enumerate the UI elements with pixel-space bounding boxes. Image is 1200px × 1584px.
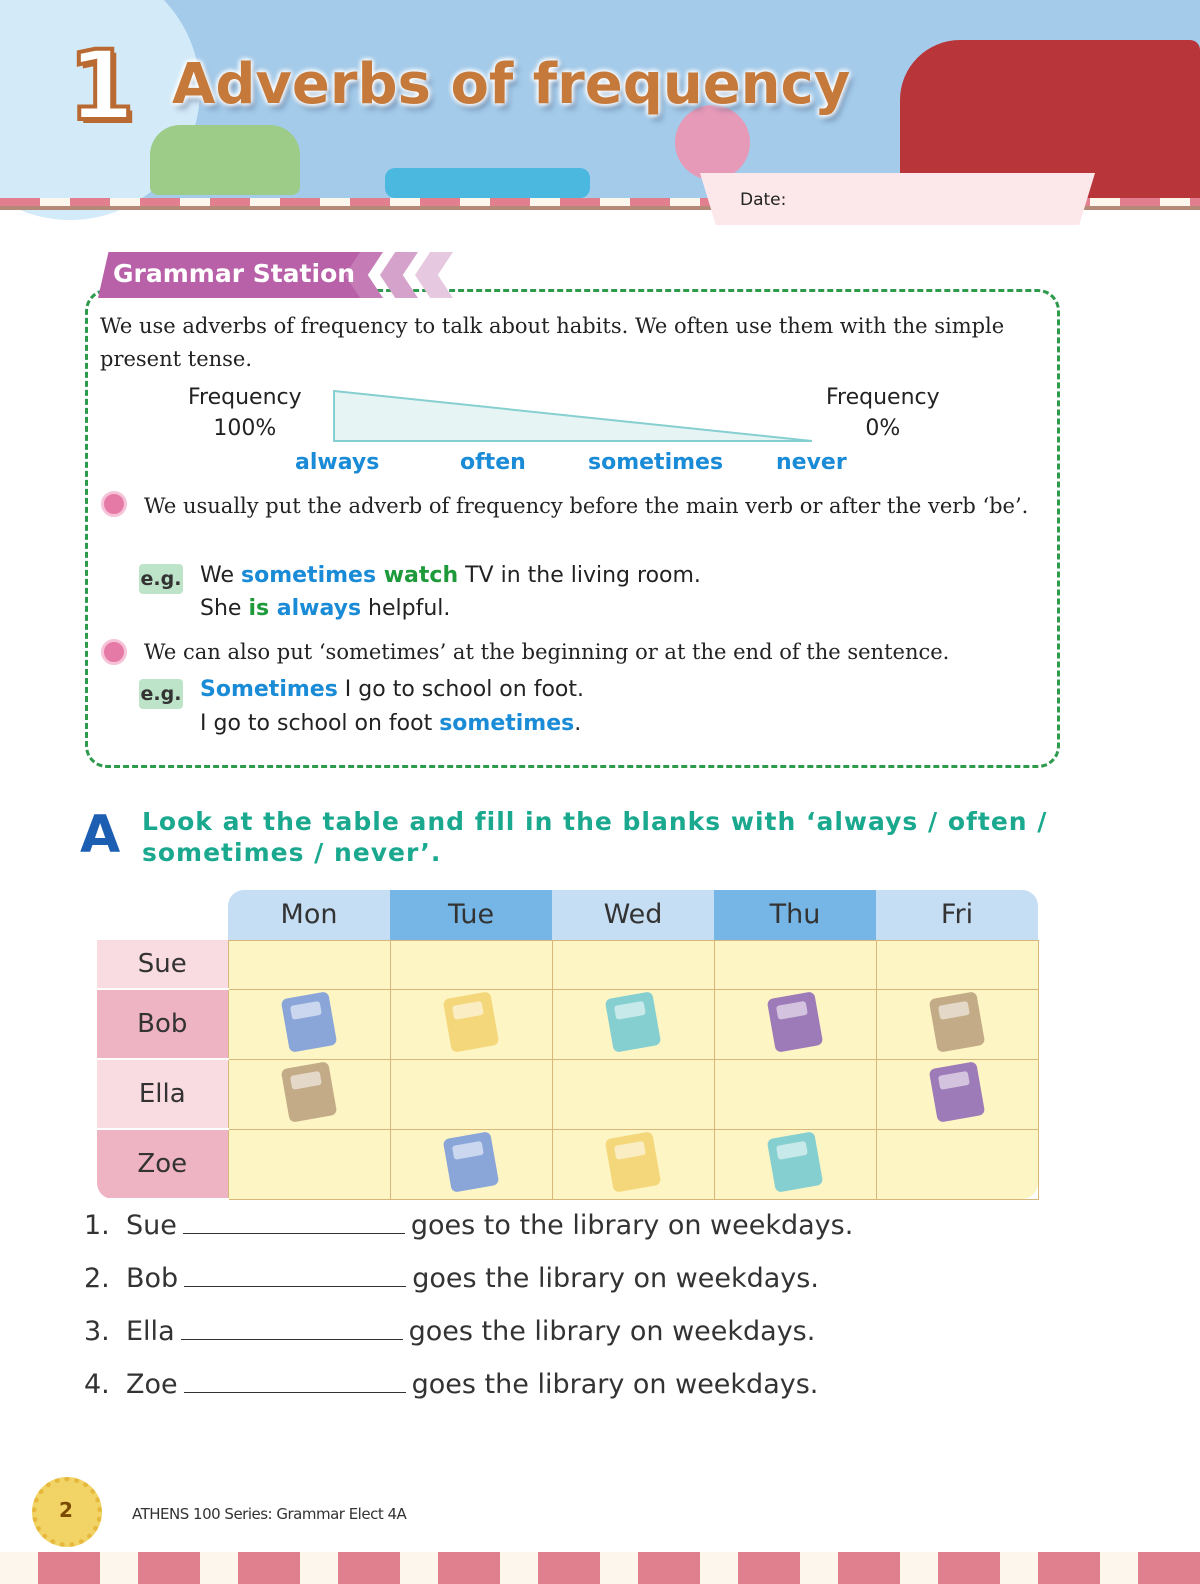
question-item [84, 1210, 853, 1241]
table-row [97, 1129, 1038, 1199]
day-cell [228, 940, 390, 989]
example-4 [200, 711, 581, 736]
question-rest: goes to the library on weekdays. [410, 1210, 854, 1241]
text: I go to school on foot. [337, 677, 584, 702]
corner-cell [97, 890, 228, 940]
day-cell [390, 940, 552, 989]
question-number: 1. [84, 1210, 110, 1241]
intro-text: We use adverbs of frequency to talk about habits. We often use them with the simple present tense. [100, 314, 1005, 371]
scale-often: often [460, 450, 526, 475]
table-row [97, 989, 1038, 1059]
day-cell [876, 989, 1038, 1059]
book-icon [443, 1131, 500, 1193]
question-rest: goes the library on weekdays. [412, 1263, 819, 1294]
scale-always: always [295, 450, 380, 475]
book-icon [605, 1131, 662, 1193]
answer-blank[interactable] [184, 1265, 406, 1287]
verb: watch [376, 563, 459, 588]
label: Frequency [826, 385, 940, 410]
text: TV in the living room. [458, 563, 701, 588]
eg-badge: e.g. [139, 679, 183, 709]
adverb: sometimes [439, 711, 575, 736]
day-cell [714, 1059, 876, 1129]
text: We [200, 563, 241, 588]
frequency-0-label [826, 382, 940, 444]
question-rest: goes the library on weekdays. [411, 1369, 819, 1400]
day-cell [552, 1129, 714, 1199]
day-cell [552, 940, 714, 989]
race-car-illustration [150, 125, 300, 195]
scale-never: never [776, 450, 847, 475]
footer-stripe [0, 1552, 1200, 1584]
day-header-wed: Wed [552, 890, 714, 940]
adverb: Sometimes [200, 677, 338, 702]
question-rest: goes the library on weekdays. [408, 1316, 816, 1347]
answer-blank[interactable] [183, 1212, 405, 1234]
text: I go to school on foot [200, 711, 440, 736]
section-instruction: Look at the table and fill in the blanks with ‘always / often / sometimes / never’. [142, 807, 1048, 867]
grammar-station-label: Grammar Station [113, 259, 356, 288]
answer-blank[interactable] [184, 1371, 406, 1393]
question-number: 4. [84, 1369, 110, 1400]
section-letter: A [80, 805, 121, 865]
student-name: Sue [97, 940, 228, 989]
page-title: Adverbs of frequency [172, 52, 851, 117]
question-subject: Bob [126, 1263, 179, 1294]
candy-illustration [385, 168, 590, 198]
question-item [84, 1263, 819, 1294]
page-number: 2 [59, 1498, 73, 1522]
text: She [200, 596, 249, 621]
book-icon [767, 1131, 824, 1193]
day-cell [714, 1129, 876, 1199]
book-icon [605, 991, 662, 1053]
rule-2: We can also put ‘sometimes’ at the beginning or at the end of the sentence. [144, 640, 950, 664]
day-header-tue: Tue [390, 890, 552, 940]
day-cell [228, 1129, 390, 1199]
day-cell [876, 1059, 1038, 1129]
value: 0% [865, 416, 901, 441]
adverb: always [269, 596, 362, 621]
day-header-thu: Thu [714, 890, 876, 940]
scale-sometimes: sometimes [588, 450, 724, 475]
question-item [84, 1316, 815, 1347]
book-icon [929, 1061, 986, 1123]
question-item [84, 1369, 818, 1400]
book-icon [929, 991, 986, 1053]
text: helpful. [361, 596, 451, 621]
day-cell [876, 940, 1038, 989]
day-cell [228, 1059, 390, 1129]
date-label: Date: [740, 190, 787, 210]
day-cell [390, 989, 552, 1059]
day-cell [714, 940, 876, 989]
frequency-100-label [188, 382, 302, 444]
day-cell [228, 989, 390, 1059]
table-row [97, 940, 1038, 989]
header-row [97, 890, 1038, 940]
day-cell [390, 1059, 552, 1129]
answer-blank[interactable] [181, 1318, 403, 1340]
student-name: Zoe [97, 1129, 228, 1199]
student-name: Bob [97, 989, 228, 1059]
lollipop-bullet-icon [101, 491, 127, 517]
day-header-fri: Fri [876, 890, 1038, 940]
student-name: Ella [97, 1059, 228, 1129]
chapter-number: 1 [68, 30, 135, 142]
rule-1: We usually put the adverb of frequency before the main verb or after the verb ‘be’. [144, 494, 1029, 518]
question-number: 2. [84, 1263, 110, 1294]
eg-badge: e.g. [139, 564, 183, 594]
question-number: 3. [84, 1316, 110, 1347]
day-cell [552, 989, 714, 1059]
day-cell [876, 1129, 1038, 1199]
lollipop-bullet-icon [101, 639, 127, 665]
example-3 [200, 677, 584, 702]
verb: is [248, 596, 270, 621]
day-cell [552, 1059, 714, 1129]
book-title: ATHENS 100 Series: Grammar Elect 4A [132, 1505, 407, 1523]
book-icon [443, 991, 500, 1053]
question-subject: Ella [126, 1316, 175, 1347]
text: . [574, 711, 582, 736]
day-header-mon: Mon [228, 890, 390, 940]
day-cell [714, 989, 876, 1059]
adverb: sometimes [241, 563, 377, 588]
label: Frequency [188, 385, 302, 410]
book-icon [281, 991, 338, 1053]
example-2 [200, 596, 450, 621]
book-icon [281, 1061, 338, 1123]
library-table [97, 890, 1039, 1200]
table-row [97, 1059, 1038, 1129]
value: 100% [213, 416, 277, 441]
question-subject: Sue [126, 1210, 177, 1241]
example-1 [200, 563, 701, 588]
day-cell [390, 1129, 552, 1199]
question-subject: Zoe [126, 1369, 178, 1400]
book-icon [767, 991, 824, 1053]
frequency-wedge [333, 390, 813, 442]
